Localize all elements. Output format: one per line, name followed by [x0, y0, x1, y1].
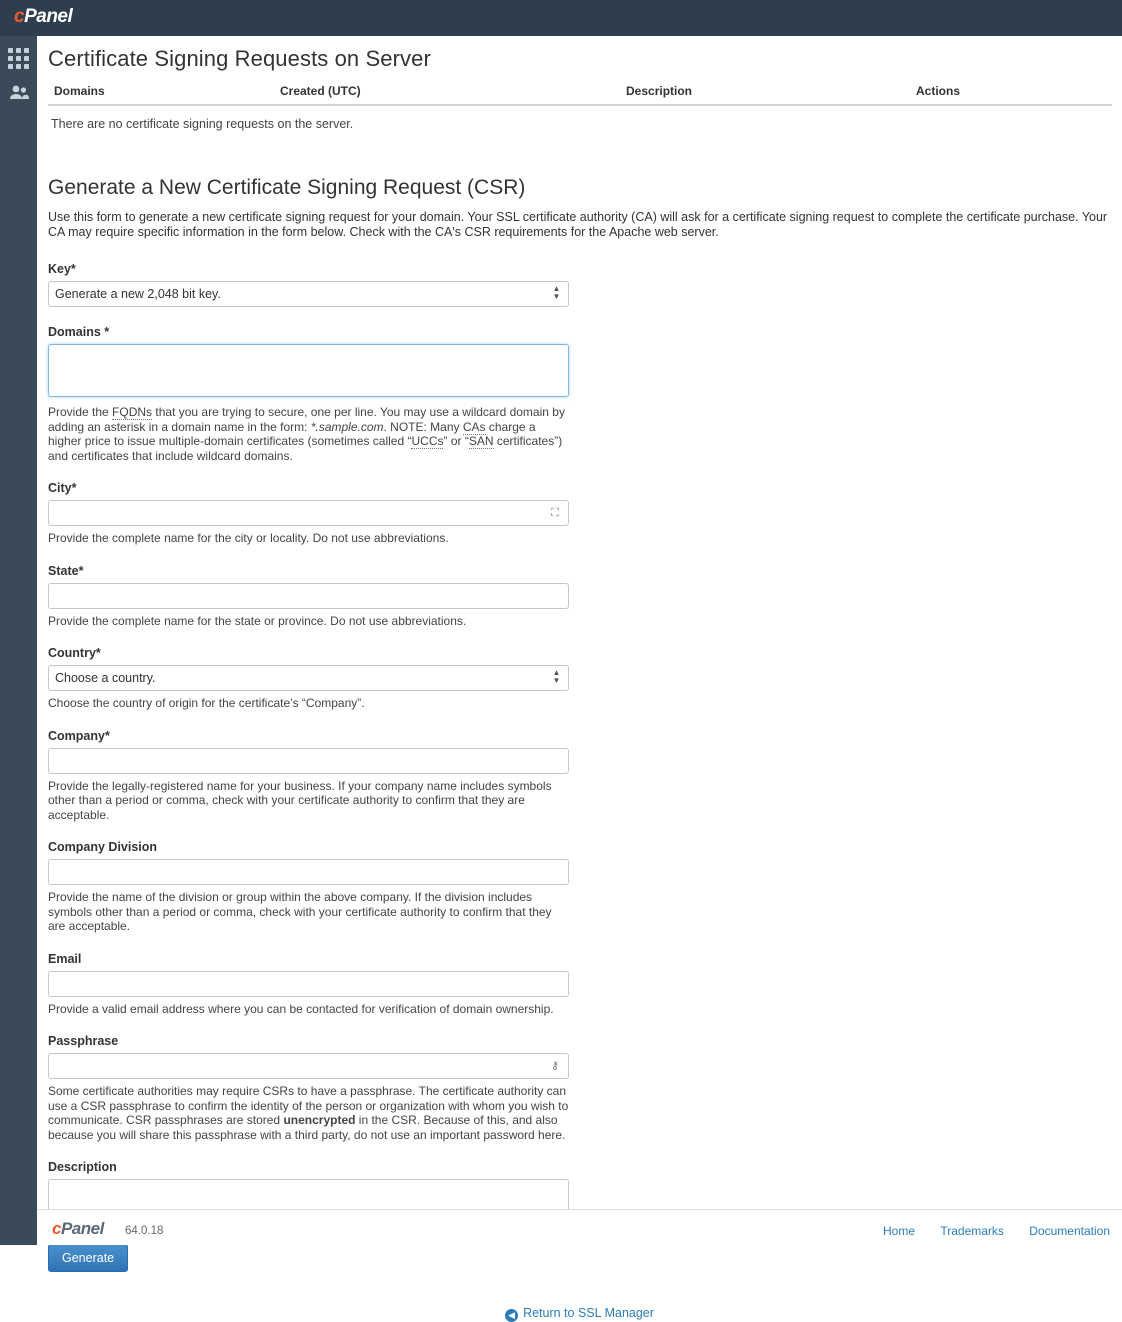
city-input[interactable] [48, 500, 569, 526]
footer [37, 1209, 1122, 1245]
city-icon: ⛶ [551, 507, 559, 519]
footer-link-home[interactable]: Home [883, 1224, 916, 1238]
help-passphrase-pre: Some certificate authorities may require CSRs to have a passphrase. The certificate authority can use a CSR passphrase to confirm the identity of the person or organization with whom you wish to communicate. CSR passphrases are stored [48, 1084, 569, 1127]
help-domains [48, 405, 570, 463]
help-domains-end: certificates”) and certificates that include wildcard domains. [48, 434, 563, 463]
csr-table-header-row [48, 78, 1112, 104]
main-content [37, 36, 1122, 1320]
help-domains-mid2: . NOTE: Many [383, 419, 463, 434]
label-country: Country* [48, 646, 101, 660]
city-input-wrap [48, 500, 569, 526]
company-division-input[interactable] [48, 859, 569, 885]
column-header-domains: Domains [54, 84, 105, 98]
field-passphrase [48, 1034, 608, 1142]
field-company [48, 729, 608, 823]
field-key [48, 262, 608, 307]
help-passphrase [48, 1084, 570, 1142]
field-country [48, 646, 608, 711]
cpanel-logo-c: c [14, 6, 25, 27]
return-link-label: Return to SSL Manager [523, 1306, 654, 1320]
footer-link-documentation[interactable]: Documentation [1029, 1224, 1110, 1238]
chevron-updown-icon: ▲ ▼ [552, 284, 561, 301]
generate-button[interactable]: Generate [48, 1244, 128, 1272]
field-email [48, 952, 608, 1017]
generate-csr-description: Use this form to generate a new certificate signing request for your domain. Your SSL certificate authority (CA) will ask for a certificate signing request to complete the certificate purchase. Your CA may require specific information in the form below. Check with the CA's CSR requirements for the Apache web server. [48, 210, 1108, 239]
help-company: Provide the legally-registered name for your business. If your company name includes symbols other than a period or comma, check with your certificate authority to confirm that they are acceptable. [48, 778, 552, 822]
csr-empty-message: There are no certificate signing requests on the server. [51, 117, 354, 131]
field-domains [48, 325, 608, 463]
cpanel-logo[interactable] [14, 6, 72, 28]
help-domains-cas: CAs [462, 419, 486, 434]
field-company-division [48, 840, 608, 934]
label-company: Company* [48, 728, 110, 743]
arrow-left-circle-icon: ◀ [505, 1309, 518, 1322]
footer-cpanel-logo [52, 1219, 104, 1239]
help-state: Provide the complete name for the state or province. Do not use abbreviations. [48, 613, 467, 628]
key-select-wrap [48, 281, 569, 307]
users-icon[interactable] [8, 82, 30, 104]
label-key: Key* [48, 262, 76, 276]
help-domains-san: SAN [468, 434, 494, 448]
footer-links [861, 1224, 1110, 1238]
key-icon: ⚷ [550, 1060, 560, 1072]
page-title: Certificate Signing Requests on Server [48, 46, 431, 71]
label-description: Description [48, 1160, 117, 1174]
label-email: Email [48, 951, 82, 966]
csr-form [48, 262, 608, 1272]
passphrase-input[interactable] [48, 1053, 569, 1079]
footer-logo-rest: Panel [60, 1219, 104, 1238]
field-state [48, 564, 608, 629]
return-link-row [37, 1306, 1122, 1322]
label-passphrase: Passphrase [48, 1034, 119, 1048]
passphrase-input-wrap [48, 1053, 569, 1079]
help-country: Choose the country of origin for the certificate’s “Company”. [48, 696, 365, 710]
apps-grid-icon[interactable] [8, 48, 30, 70]
top-navigation-bar [0, 0, 1122, 36]
company-input[interactable] [48, 748, 569, 774]
label-domains: Domains * [48, 325, 110, 339]
help-city: Provide the complete name for the city or locality. Do not use abbreviations. [48, 531, 449, 545]
footer-version: 64.0.18 [125, 1225, 164, 1237]
footer-logo-c: c [52, 1219, 61, 1238]
label-city: City* [48, 481, 77, 495]
state-input[interactable] [48, 583, 569, 609]
help-domains-mid4: ” or “ [443, 434, 469, 448]
label-state: State* [48, 563, 84, 578]
country-select-wrap [48, 665, 569, 691]
column-header-actions: Actions [916, 84, 961, 98]
chevron-updown-icon: ▲ ▼ [552, 668, 561, 685]
country-select[interactable] [48, 665, 569, 691]
label-company-division: Company Division [48, 840, 158, 854]
help-domains-uccs: UCCs [411, 434, 444, 448]
generate-csr-heading: Generate a New Certificate Signing Request (CSR) [48, 176, 526, 199]
csr-table [48, 78, 1112, 106]
help-passphrase-bold: unencrypted [283, 1113, 356, 1127]
help-domains-example: *.sample.com [310, 419, 384, 434]
domains-textarea[interactable] [48, 344, 569, 397]
help-domains-pre: Provide the [48, 405, 113, 419]
key-select[interactable] [48, 281, 569, 307]
help-email: Provide a valid email address where you can be contacted for verification of domain ownership. [48, 1001, 554, 1016]
help-passphrase-post: in the CSR. Because of this, and also because you will share this passphrase with a third party, do not use an important password here. [48, 1113, 566, 1142]
column-header-description: Description [626, 84, 693, 98]
field-city [48, 481, 608, 546]
help-domains-fqdns: FQDNs [112, 405, 153, 419]
return-to-ssl-manager-link[interactable] [505, 1306, 654, 1320]
column-header-created: Created (UTC) [280, 84, 361, 98]
email-input[interactable] [48, 971, 569, 997]
left-sidebar [0, 36, 37, 1245]
cpanel-logo-rest: Panel [24, 6, 73, 27]
footer-link-trademarks[interactable]: Trademarks [940, 1224, 1004, 1238]
help-domains-mid1: that you are trying to secure, one per line. You may use a wildcard domain by adding an asterisk in a domain name in the form: [48, 405, 565, 434]
help-company-division: Provide the name of the division or group within the above company. If the division includes symbols other than a period or comma, check with your certificate authority to confirm that they are acceptable. [48, 890, 552, 933]
help-domains-mid3: charge a higher price to issue multiple-domain certificates (sometimes called “ [48, 419, 536, 448]
